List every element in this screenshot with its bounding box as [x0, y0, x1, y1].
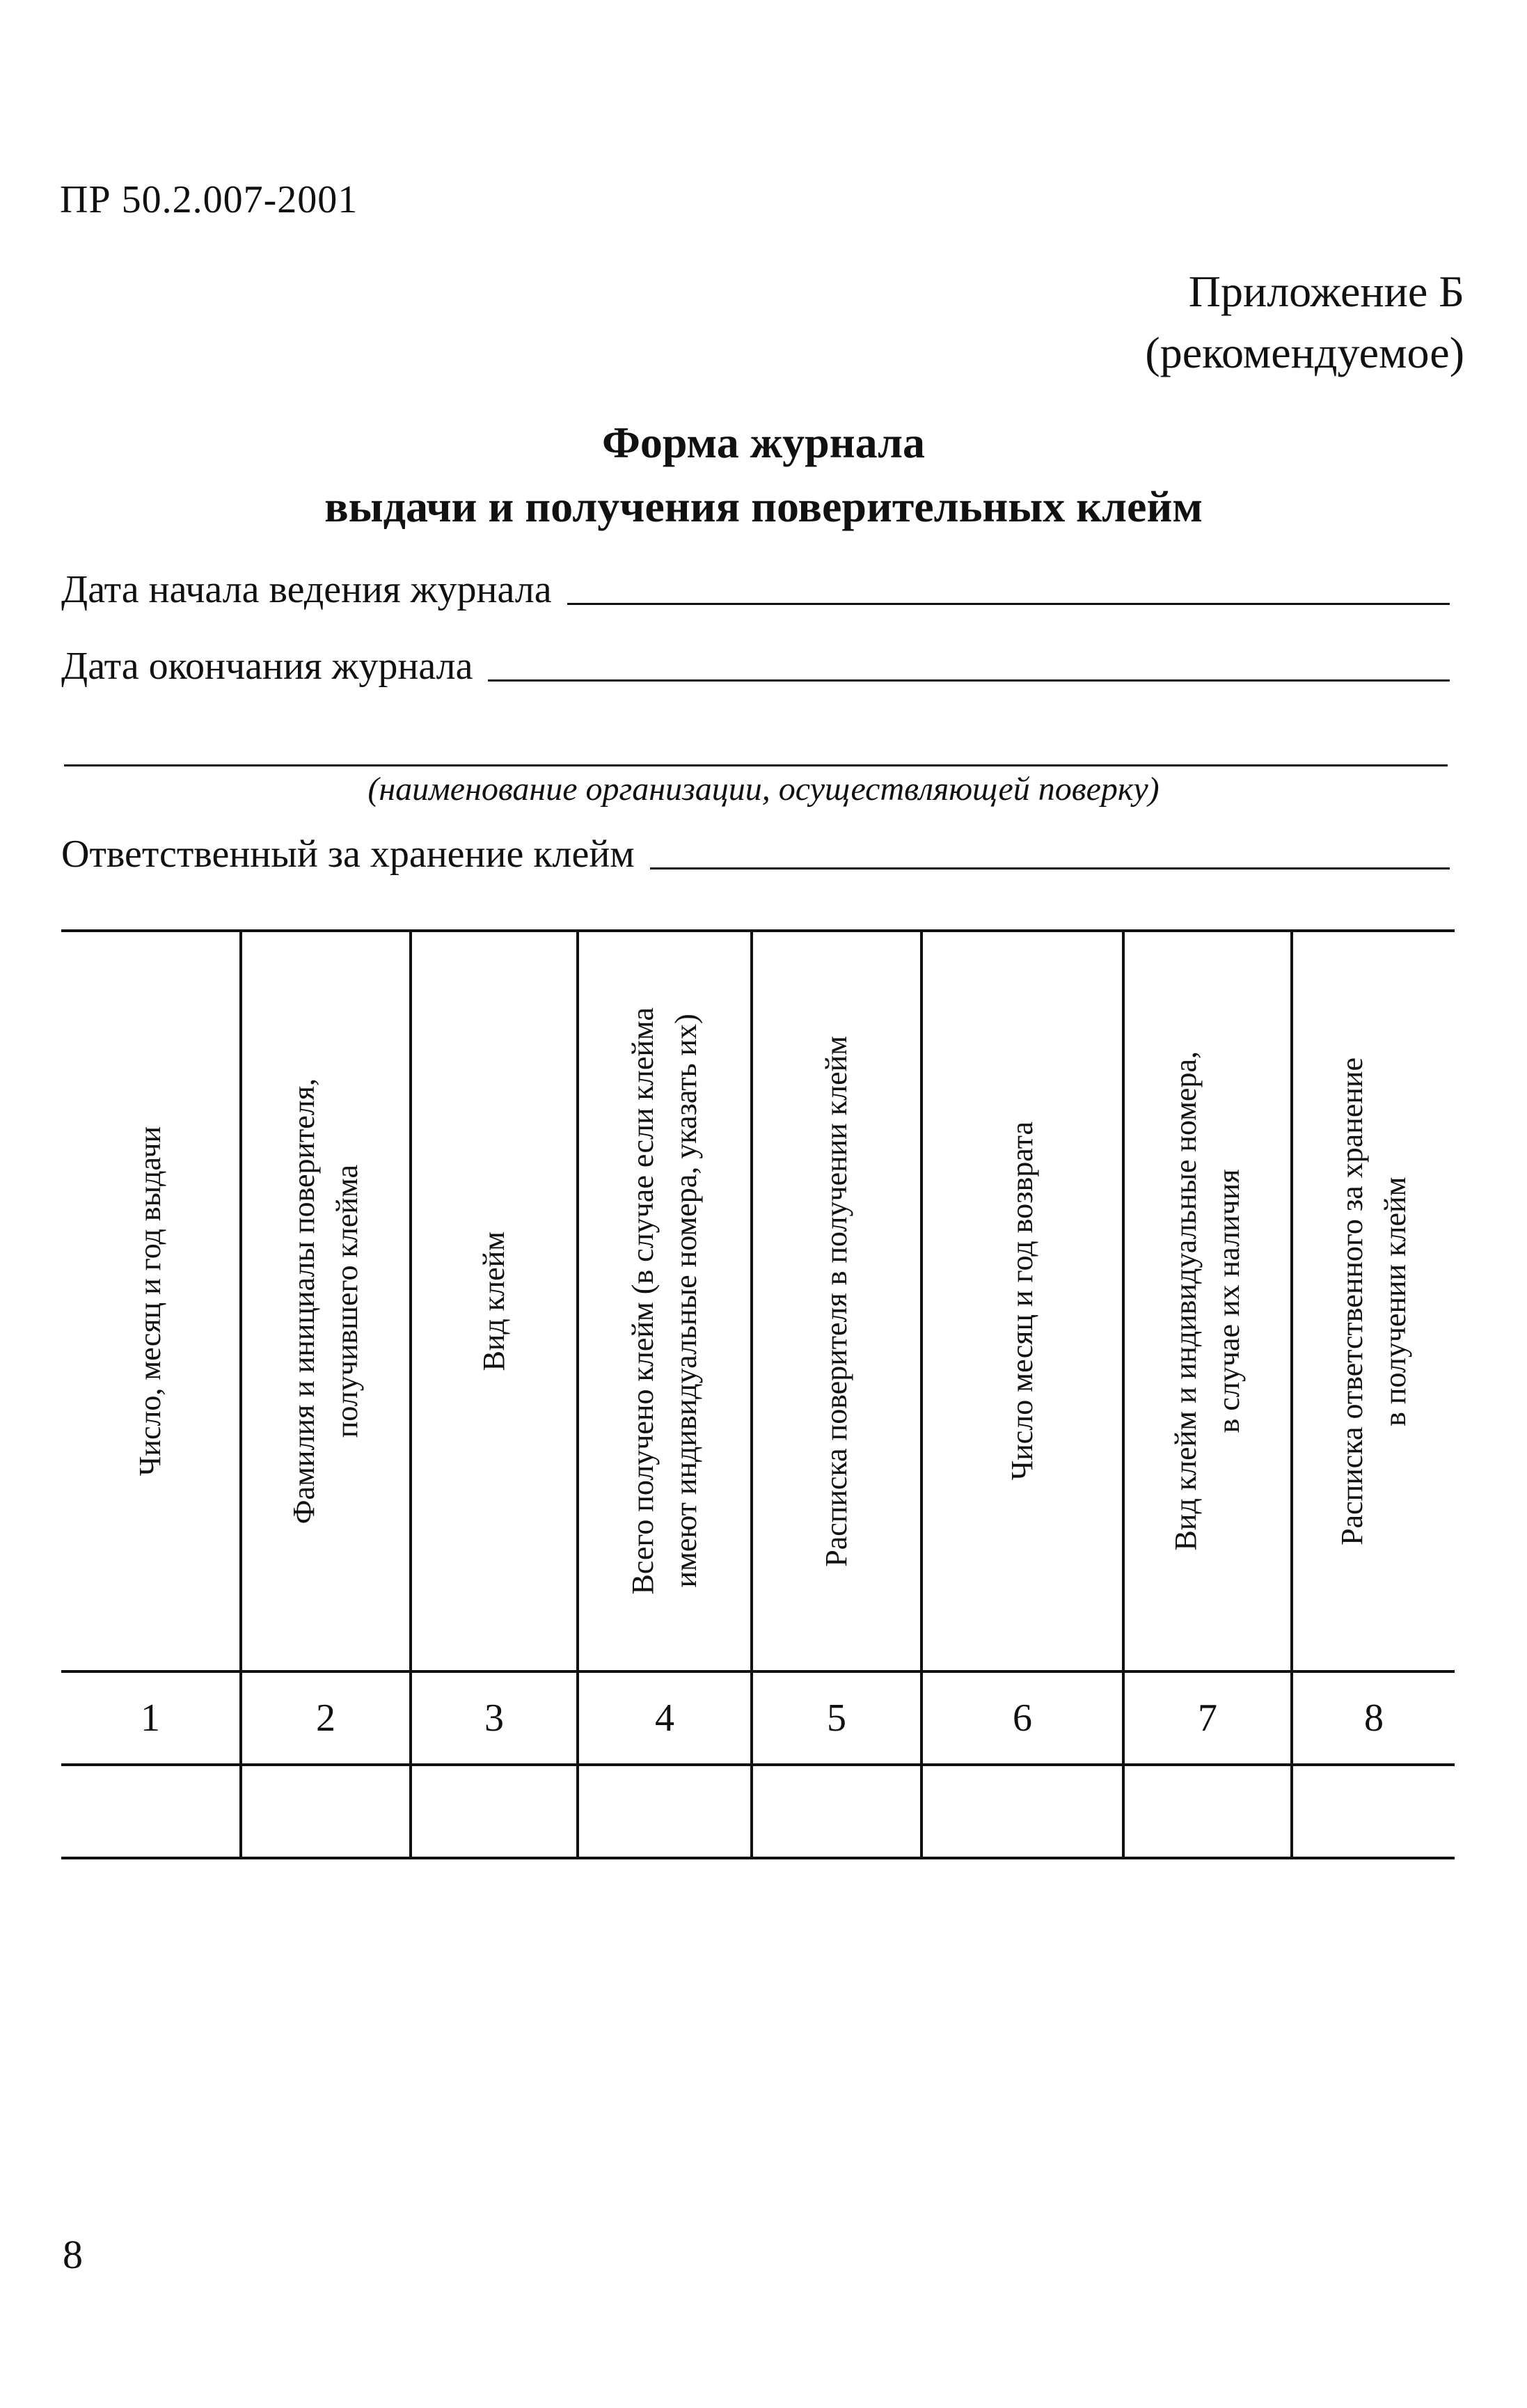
- column-number: 7: [1123, 1671, 1292, 1765]
- end-date-field: [61, 644, 1450, 688]
- table-cell: [411, 1765, 578, 1858]
- column-header: [411, 931, 578, 1671]
- column-header: [578, 931, 752, 1671]
- table-cell: [241, 1765, 411, 1858]
- form-title: [0, 411, 1527, 539]
- end-date-label: Дата окончания журнала: [61, 645, 473, 688]
- column-number: 5: [752, 1671, 921, 1765]
- column-header-text: Вид клейм: [477, 1231, 511, 1371]
- column-header-text: Всего получено клейм (в случае если клейма имеют индивидуальные номера, указать их): [626, 1007, 703, 1595]
- table-cell: [578, 1765, 752, 1858]
- form-title-line-1: Форма журнала: [601, 418, 926, 467]
- appendix-title: Приложение Б: [1188, 267, 1464, 316]
- column-header-text: Число месяц и год возврата: [1005, 1122, 1039, 1481]
- table-cell: [1123, 1765, 1292, 1858]
- column-header-text: Число, месяц и год выдачи: [133, 1126, 167, 1477]
- column-header-text: Фамилия и инициалы поверителя, получившего клейма: [287, 1078, 364, 1525]
- column-header: [752, 931, 921, 1671]
- appendix-status: (рекомендуемое): [1145, 328, 1464, 377]
- start-date-blank-line: [567, 603, 1450, 605]
- column-header: [1123, 931, 1292, 1671]
- responsible-field: [61, 832, 1450, 876]
- column-header-text: Вид клейм и индивидуальные номера, в случае их наличия: [1169, 1051, 1246, 1551]
- table-cell: [1292, 1765, 1455, 1858]
- column-number-row: [61, 1671, 1455, 1765]
- column-number: 4: [578, 1671, 752, 1765]
- table-header-row: [61, 931, 1455, 1671]
- organization-blank-line: [64, 764, 1448, 766]
- journal-table: [61, 929, 1455, 1859]
- document-code: ПР 50.2.007-2001: [60, 178, 358, 221]
- column-header: [921, 931, 1123, 1671]
- column-number: 8: [1292, 1671, 1455, 1765]
- responsible-blank-line: [650, 867, 1450, 869]
- end-date-blank-line: [488, 679, 1450, 682]
- table-row: [61, 1765, 1455, 1858]
- column-number: 2: [241, 1671, 411, 1765]
- column-number: 6: [921, 1671, 1123, 1765]
- start-date-field: [61, 567, 1450, 612]
- column-header: [1292, 931, 1455, 1671]
- start-date-label: Дата начала ведения журнала: [61, 568, 552, 611]
- table-cell: [61, 1765, 241, 1858]
- column-header: [241, 931, 411, 1671]
- column-header-text: Расписка поверителя в получении клейм: [819, 1035, 853, 1567]
- form-title-line-2: выдачи и получения поверительных клейм: [324, 482, 1203, 531]
- organization-caption: (наименование организации, осуществляющей поверку): [367, 771, 1160, 808]
- page-number: 8: [63, 2232, 83, 2277]
- responsible-label: Ответственный за хранение клейм: [61, 833, 635, 876]
- column-number: 3: [411, 1671, 578, 1765]
- column-header: [61, 931, 241, 1671]
- column-header-text: Расписка ответственного за хранение в получении клейм: [1335, 1057, 1412, 1545]
- column-number: 1: [61, 1671, 241, 1765]
- table-cell: [921, 1765, 1123, 1858]
- appendix-label: [1145, 261, 1464, 384]
- table-cell: [752, 1765, 921, 1858]
